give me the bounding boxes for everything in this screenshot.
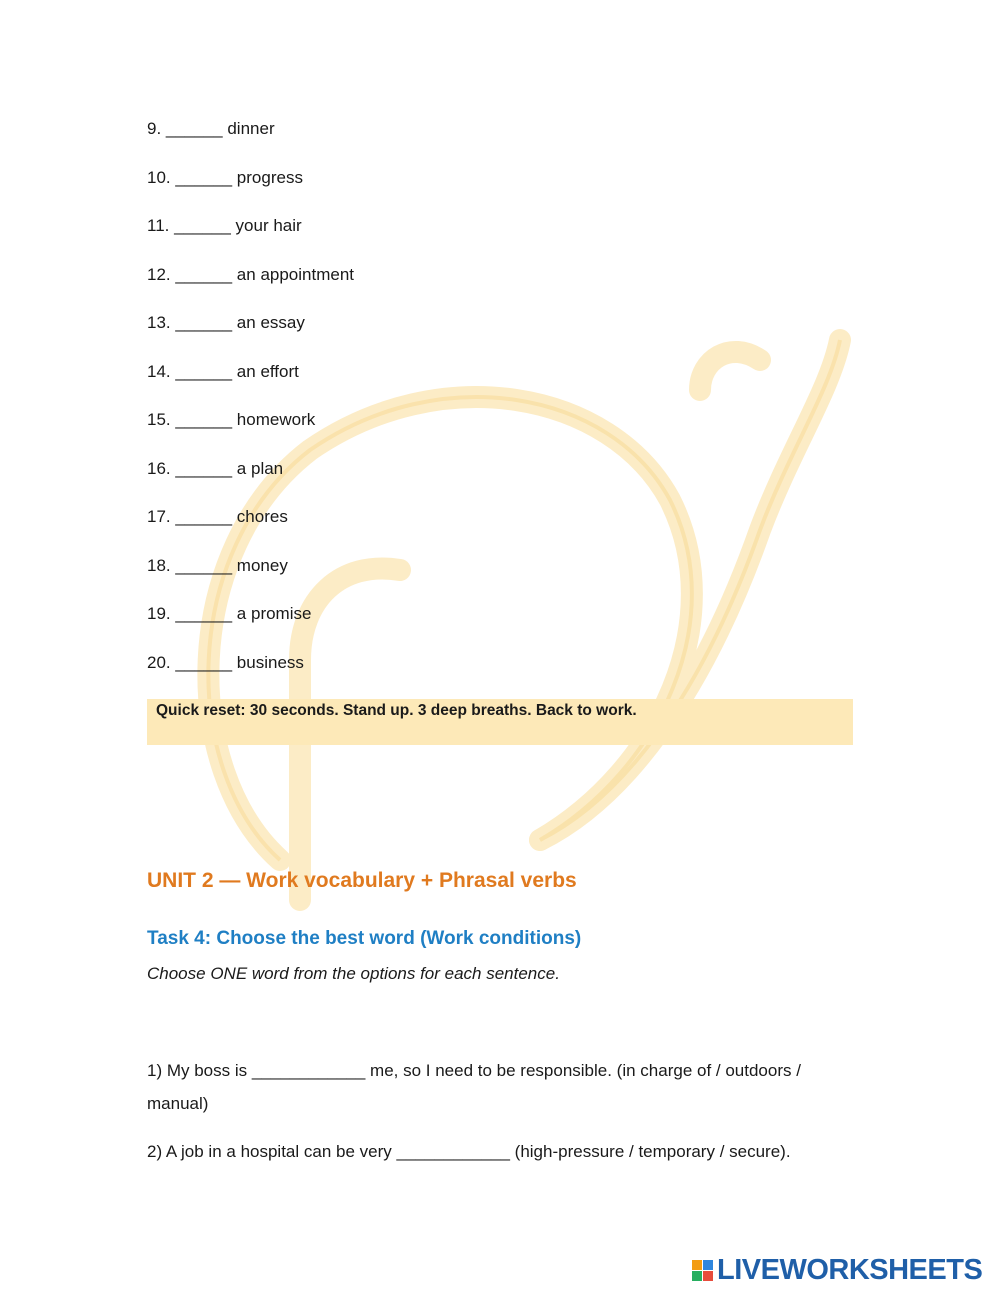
exercise-item-9: 9. ______ dinner [147, 119, 275, 138]
exercise-item-17: 17. ______ chores [147, 507, 288, 526]
task-instruction: Choose ONE word from the options for each sentence. [147, 964, 560, 983]
exercise-item-20: 20. ______ business [147, 653, 304, 672]
sentence-1: 1) My boss is ____________ me, so I need to be responsible. (in charge of / outdoors / manual) [147, 1061, 801, 1113]
quick-reset-note: Quick reset: 30 seconds. Stand up. 3 deep breaths. Back to work. [147, 699, 853, 745]
exercise-item-18: 18. ______ money [147, 556, 288, 575]
exercise-item-11: 11. ______ your hair [147, 216, 302, 235]
logo-blocks-icon [692, 1260, 713, 1281]
exercise-item-14: 14. ______ an effort [147, 362, 299, 381]
task-title: Task 4: Choose the best word (Work conditions) [147, 928, 582, 949]
exercise-item-16: 16. ______ a plan [147, 459, 284, 478]
exercise-item-10: 10. ______ progress [147, 168, 303, 187]
logo-text: LIVEWORKSHEETS [717, 1253, 983, 1286]
unit-title: UNIT 2 — Work vocabulary + Phrasal verbs [147, 869, 577, 892]
exercise-item-19: 19. ______ a promise [147, 604, 312, 623]
liveworksheets-logo [692, 1254, 982, 1286]
sentence-2: 2) A job in a hospital can be very ____________ (high-pressure / temporary / secure). [147, 1142, 791, 1161]
exercise-item-12: 12. ______ an appointment [147, 265, 355, 284]
exercise-item-13: 13. ______ an essay [147, 313, 305, 332]
exercise-item-15: 15. ______ homework [147, 410, 316, 429]
